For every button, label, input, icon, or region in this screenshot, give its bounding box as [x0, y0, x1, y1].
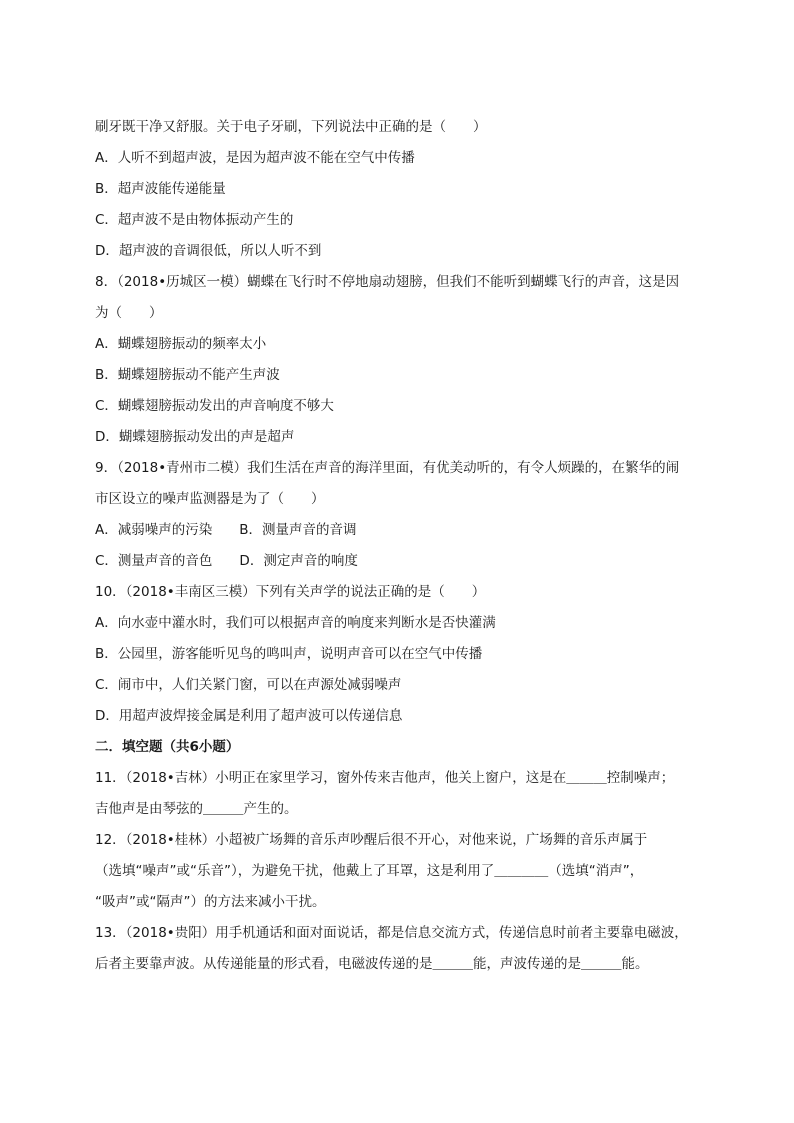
q9-stem-line2: 市区设立的噪声监测器是为了（ ）: [95, 491, 325, 507]
q11-stem-line1: 11．（2018•吉林）小明正在家里学习，窗外传来吉他声，他关上窗户，这是在＿＿＿控制噪声；: [95, 770, 675, 786]
q10-option-b: B．公园里，游客能听见鸟的鸣叫声，说明声音可以在空气中传播: [95, 646, 483, 662]
q8-stem-line1: 8．（2018•历城区一模）蝴蝶在飞行时不停地扇动翅膀，但我们不能听到蝴蝶飞行的声音，这是因: [95, 274, 680, 290]
q8-option-d: D．蝴蝶翅膀振动发出的声是超声: [95, 429, 295, 445]
q9-options-ab: A．减弱噪声的污染 B．测量声音的音调: [95, 522, 357, 538]
q12-stem-line3: “吸声”或“隔声”）的方法来减小干扰。: [95, 894, 326, 910]
q13-stem-line2: 后者主要靠声波。从传递能量的形式看，电磁波传递的是＿＿＿能，声波传递的是＿＿＿能。: [95, 956, 649, 972]
q12-stem-line1: 12．（2018•桂林）小超被广场舞的音乐声吵醒后很不开心，对他来说，广场舞的音乐声属于: [95, 832, 648, 848]
document-page: [95, 117, 705, 985]
q8-stem-line2: 为（ ）: [95, 305, 163, 321]
q10-option-a: A．向水壶中灌水时，我们可以根据声音的响度来判断水是否快灌满: [95, 615, 496, 631]
q10-option-c: C．闹市中，人们关紧门窗，可以在声源处减弱噪声: [95, 677, 402, 693]
q7-option-d: D．超声波的音调很低，所以人听不到: [95, 243, 322, 259]
q10-option-d: D．用超声波焊接金属是利用了超声波可以传递信息: [95, 708, 403, 724]
q7-stem-continuation: 刷牙既干净又舒服。关于电子牙刷，下列说法中正确的是（ ）: [95, 119, 487, 135]
q7-option-b: B．超声波能传递能量: [95, 181, 226, 197]
q7-option-a: A．人听不到超声波，是因为超声波不能在空气中传播: [95, 150, 415, 166]
q13-stem-line1: 13．（2018•贵阳）用手机通话和面对面说话，都是信息交流方式，传递信息时前者主要靠电磁波，: [95, 925, 688, 941]
q9-options-cd: C．测量声音的音色 D．测定声音的响度: [95, 553, 358, 569]
q11-stem-line2: 吉他声是由琴弦的＿＿＿产生的。: [95, 801, 298, 817]
q9-stem-line1: 9．（2018•青州市二模）我们生活在声音的海洋里面，有优美动听的，有令人烦躁的，在繁华的闹: [95, 460, 680, 476]
q8-option-a: A．蝴蝶翅膀振动的频率太小: [95, 336, 267, 352]
q8-option-b: B．蝴蝶翅膀振动不能产生声波: [95, 367, 280, 383]
q12-stem-line2: （选填“噪声”或“乐音”），为避免干扰，他戴上了耳罩，这是利用了＿＿＿＿（选填“消声”，: [95, 863, 644, 879]
q10-stem: 10．（2018•丰南区三模）下列有关声学的说法正确的是（ ）: [95, 584, 486, 600]
q7-option-c: C．超声波不是由物体振动产生的: [95, 212, 294, 228]
q8-option-c: C．蝴蝶翅膀振动发出的声音响度不够大: [95, 398, 334, 414]
section-heading-fill-in: 二．填空题（共6小题）: [95, 739, 240, 755]
